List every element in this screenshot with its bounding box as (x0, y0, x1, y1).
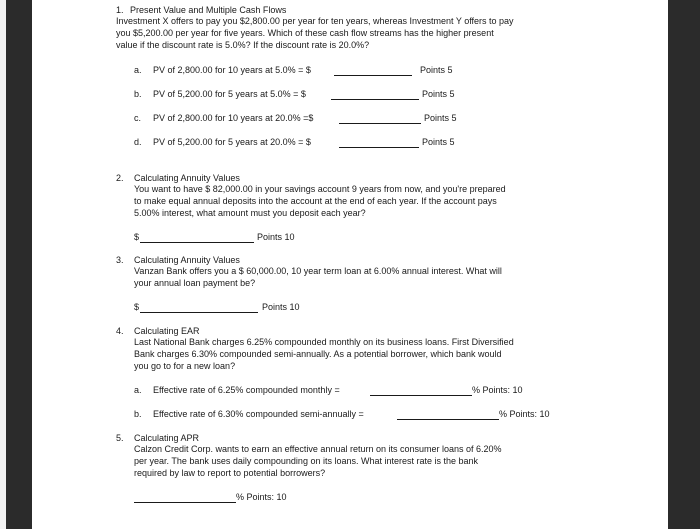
worksheet-page (32, 0, 668, 529)
q4b-letter: b. (134, 409, 142, 419)
q3-number: 3. (116, 255, 124, 265)
background-edge (0, 0, 6, 529)
q5-body-line: required by law to report to potential borrowers? (134, 468, 326, 478)
q3-points: Points 10 (262, 302, 300, 312)
q4-number: 4. (116, 326, 124, 336)
q1a-text: PV of 2,800.00 for 10 years at 5.0% = $ (153, 65, 311, 75)
q2-body-line: to make equal annual deposits into the account at the end of each year. If the account pays (134, 196, 497, 206)
q1b-letter: b. (134, 89, 142, 99)
q1b-answer-blank[interactable] (331, 91, 419, 100)
q2-body-line: You want to have $ 82,000.00 in your savings account 9 years from now, and you're prepared (134, 184, 506, 194)
q1-body-line: Investment X offers to pay you $2,800.00 per year for ten years, whereas Investment Y offers to pay (116, 16, 514, 26)
q5-body-line: per year. The bank uses daily compounding on its loans. What interest rate is the bank (134, 456, 479, 466)
q5-points: % Points: 10 (236, 492, 287, 502)
q4a-answer-blank[interactable] (370, 387, 472, 396)
q1-body-line: value if the discount rate is 5.0%? If the discount rate is 20.0%? (116, 40, 370, 50)
q2-number: 2. (116, 173, 124, 183)
q1a-answer-blank[interactable] (334, 67, 412, 76)
q4-body-line: Bank charges 6.30% compounded semi-annually. As a potential borrower, which bank would (134, 349, 502, 359)
q4b-points: % Points: 10 (499, 409, 550, 419)
q4a-text: Effective rate of 6.25% compounded monthly = (153, 385, 340, 395)
q1b-text: PV of 5,200.00 for 5 years at 5.0% = $ (153, 89, 306, 99)
q4b-answer-blank[interactable] (397, 411, 499, 420)
q1-number: 1. (116, 5, 124, 15)
q5-answer-blank[interactable] (134, 494, 236, 503)
q4a-letter: a. (134, 385, 142, 395)
q1d-text: PV of 5,200.00 for 5 years at 20.0% = $ (153, 137, 311, 147)
q1-title: Present Value and Multiple Cash Flows (130, 5, 287, 15)
q5-title: Calculating APR (134, 433, 200, 443)
q2-title: Calculating Annuity Values (134, 173, 240, 183)
q4-title: Calculating EAR (134, 326, 200, 336)
q1a-letter: a. (134, 65, 142, 75)
q1d-points: Points 5 (422, 137, 455, 147)
q1a-points: Points 5 (420, 65, 453, 75)
q4-body-line: Last National Bank charges 6.25% compounded monthly on its business loans. First Diversified (134, 337, 514, 347)
q4a-points: % Points: 10 (472, 385, 523, 395)
q1c-answer-blank[interactable] (339, 115, 421, 124)
q2-dollar: $ (134, 232, 140, 242)
q3-title: Calculating Annuity Values (134, 255, 240, 265)
q1c-letter: c. (134, 113, 142, 123)
q3-body-line: your annual loan payment be? (134, 278, 256, 288)
q1b-points: Points 5 (422, 89, 455, 99)
q4-body-line: you go to for a new loan? (134, 361, 236, 371)
q1c-points: Points 5 (424, 113, 457, 123)
q1-body-line: you $5,200.00 per year for five years. Which of these cash flow streams has the higher present (116, 28, 494, 38)
q2-answer-blank[interactable] (140, 234, 254, 243)
q2-body-line: 5.00% interest, what amount must you deposit each year? (134, 208, 366, 218)
q3-answer-blank[interactable] (140, 304, 258, 313)
q1d-answer-blank[interactable] (339, 139, 419, 148)
q3-dollar: $ (134, 302, 140, 312)
q1d-letter: d. (134, 137, 142, 147)
q2-points: Points 10 (257, 232, 295, 242)
q5-body-line: Calzon Credit Corp. wants to earn an effective annual return on its consumer loans of 6.20% (134, 444, 502, 454)
q4b-text: Effective rate of 6.30% compounded semi-annually = (153, 409, 364, 419)
q1c-text: PV of 2,800.00 for 10 years at 20.0% =$ (153, 113, 314, 123)
q3-body-line: Vanzan Bank offers you a $ 60,000.00, 10 year term loan at 6.00% annual interest. What will (134, 266, 502, 276)
q5-number: 5. (116, 433, 124, 443)
